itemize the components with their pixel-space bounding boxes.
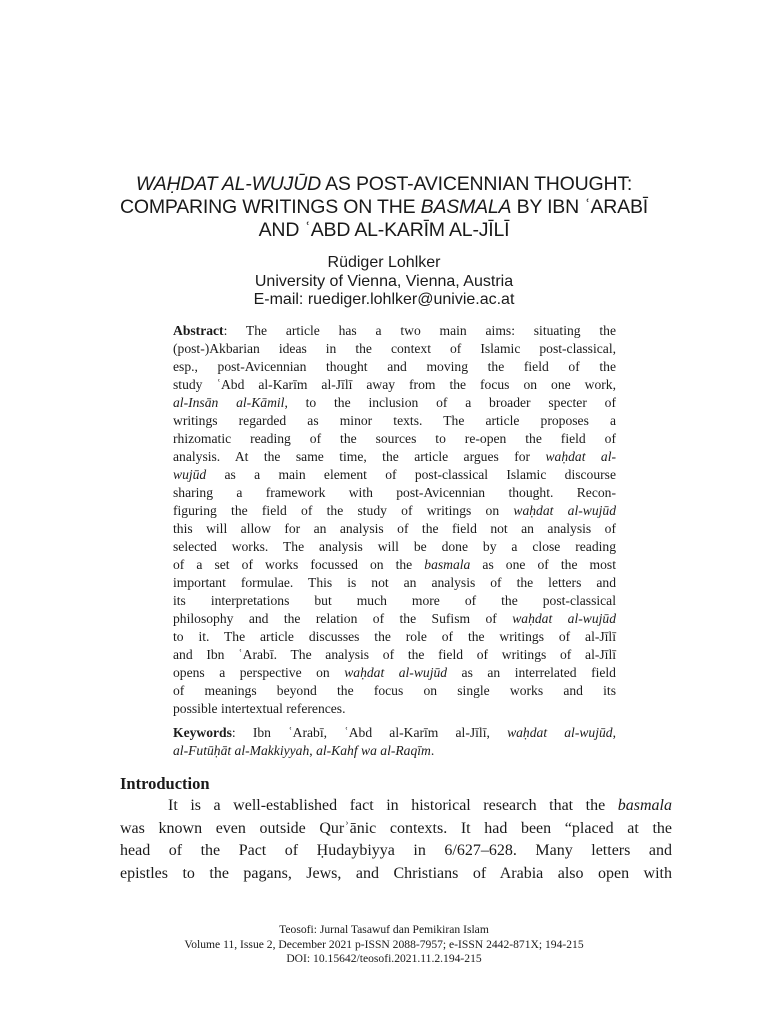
- footer-journal-name: Teosofi: Jurnal Tasawuf dan Pemikiran Islam: [279, 923, 489, 936]
- abstract-line: and Ibn ʿArabī. The analysis of the field of writings of al-Jīlī: [173, 647, 616, 662]
- author-block: [110, 254, 658, 310]
- title-line-2: COMPARING WRITINGS ON THE BASMALA BY IBN ʿARABĪ: [119, 196, 649, 218]
- title-italic-term: WAḤDAT AL-WUJŪD: [135, 173, 321, 195]
- footer-volume-issn: Volume 11, Issue 2, December 2021 p-ISSN 2088-7957; e-ISSN 2442-871X; 194-215: [184, 937, 584, 951]
- abstract-line: selected works. The analysis will be done by a close reading: [173, 539, 616, 554]
- abstract-label: Abstract: [173, 323, 224, 338]
- keywords: [173, 724, 616, 760]
- abstract-line: of meanings beyond the focus on single works and its: [173, 683, 616, 698]
- abstract: [173, 322, 616, 718]
- keywords-label: Keywords: [173, 725, 232, 740]
- abstract-line: philosophy and the relation of the Sufism of waḥdat al-wujūd: [173, 611, 616, 626]
- abstract-line: wujūd as a main element of post-classical Islamic discourse: [173, 467, 616, 482]
- abstract-line: writings regarded as minor texts. The article proposes a: [173, 413, 616, 428]
- abstract-line: figuring the field of the study of writings on waḥdat al-wujūd: [173, 503, 617, 518]
- body-line: It is a well-established fact in historical research that the basmala: [168, 797, 672, 814]
- abstract-line: rhizomatic reading of the sources to re-open the field of: [173, 431, 616, 446]
- body-line: head of the Pact of Ḥudaybiyya in 6/627–628. Many letters and: [120, 842, 672, 859]
- abstract-line: its interpretations but much more of the post-classical: [173, 593, 616, 608]
- abstract-line: opens a perspective on waḥdat al-wujūd as an interrelated field: [173, 665, 616, 680]
- author-email[interactable]: E-mail: ruediger.lohlker@univie.ac.at: [253, 291, 515, 308]
- abstract-line: possible intertextual references.: [173, 701, 346, 716]
- body-line: was known even outside Qurʾānic contexts. It had been “placed at the: [120, 819, 672, 837]
- body-line: epistles to the pagans, Jews, and Christians of Arabia also open with: [120, 864, 672, 882]
- abstract-line: esp., post-Avicennian thought and moving the field of the: [173, 359, 616, 374]
- author-affiliation: University of Vienna, Vienna, Austria: [254, 272, 514, 290]
- section-heading-introduction: Introduction: [120, 774, 210, 793]
- abstract-line: this will allow for an analysis of the field not an analysis of: [173, 521, 616, 536]
- abstract-line: Abstract: The article has a two main aims: situating the: [173, 323, 616, 338]
- title-line-3: AND ʿABD AL-KARĪM AL-JĪLĪ: [258, 219, 510, 241]
- keywords-line: Keywords: Ibn ʿArabī, ʿAbd al-Karīm al-Jīlī, waḥdat al-wujūd,: [173, 725, 617, 740]
- introduction-paragraph: [120, 795, 672, 885]
- abstract-line: (post-)Akbarian ideas in the context of Islamic post-classical,: [173, 341, 616, 356]
- abstract-line: to it. The article discusses the role of the writings of al-Jīlī: [173, 629, 616, 644]
- author-name: Rüdiger Lohlker: [327, 254, 441, 271]
- abstract-line: sharing a framework with post-Avicennian thought. Recon-: [173, 485, 616, 500]
- abstract-line: of a set of works focussed on the basmala as one of the most: [173, 557, 616, 572]
- abstract-line: study ʿAbd al-Karīm al-Jīlī away from the focus on one work,: [173, 377, 616, 392]
- abstract-line: analysis. At the same time, the article argues for waḥdat al-: [173, 449, 616, 464]
- journal-footer: [110, 923, 658, 967]
- keywords-line: al-Futūḥāt al-Makkiyyah, al-Kahf wa al-Raqīm.: [173, 743, 435, 758]
- title-line-1: WAḤDAT AL-WUJŪD AS POST-AVICENNIAN THOUGHT:: [135, 173, 633, 195]
- abstract-line: important formulae. This is not an analysis of the letters and: [173, 575, 616, 590]
- title-italic-basmala: BASMALA: [420, 196, 512, 218]
- article-title: [110, 173, 658, 242]
- abstract-line: al-Insān al-Kāmil, to the inclusion of a broader specter of: [173, 395, 616, 410]
- footer-doi[interactable]: DOI: 10.15642/teosofi.2021.11.2.194-215: [286, 952, 482, 965]
